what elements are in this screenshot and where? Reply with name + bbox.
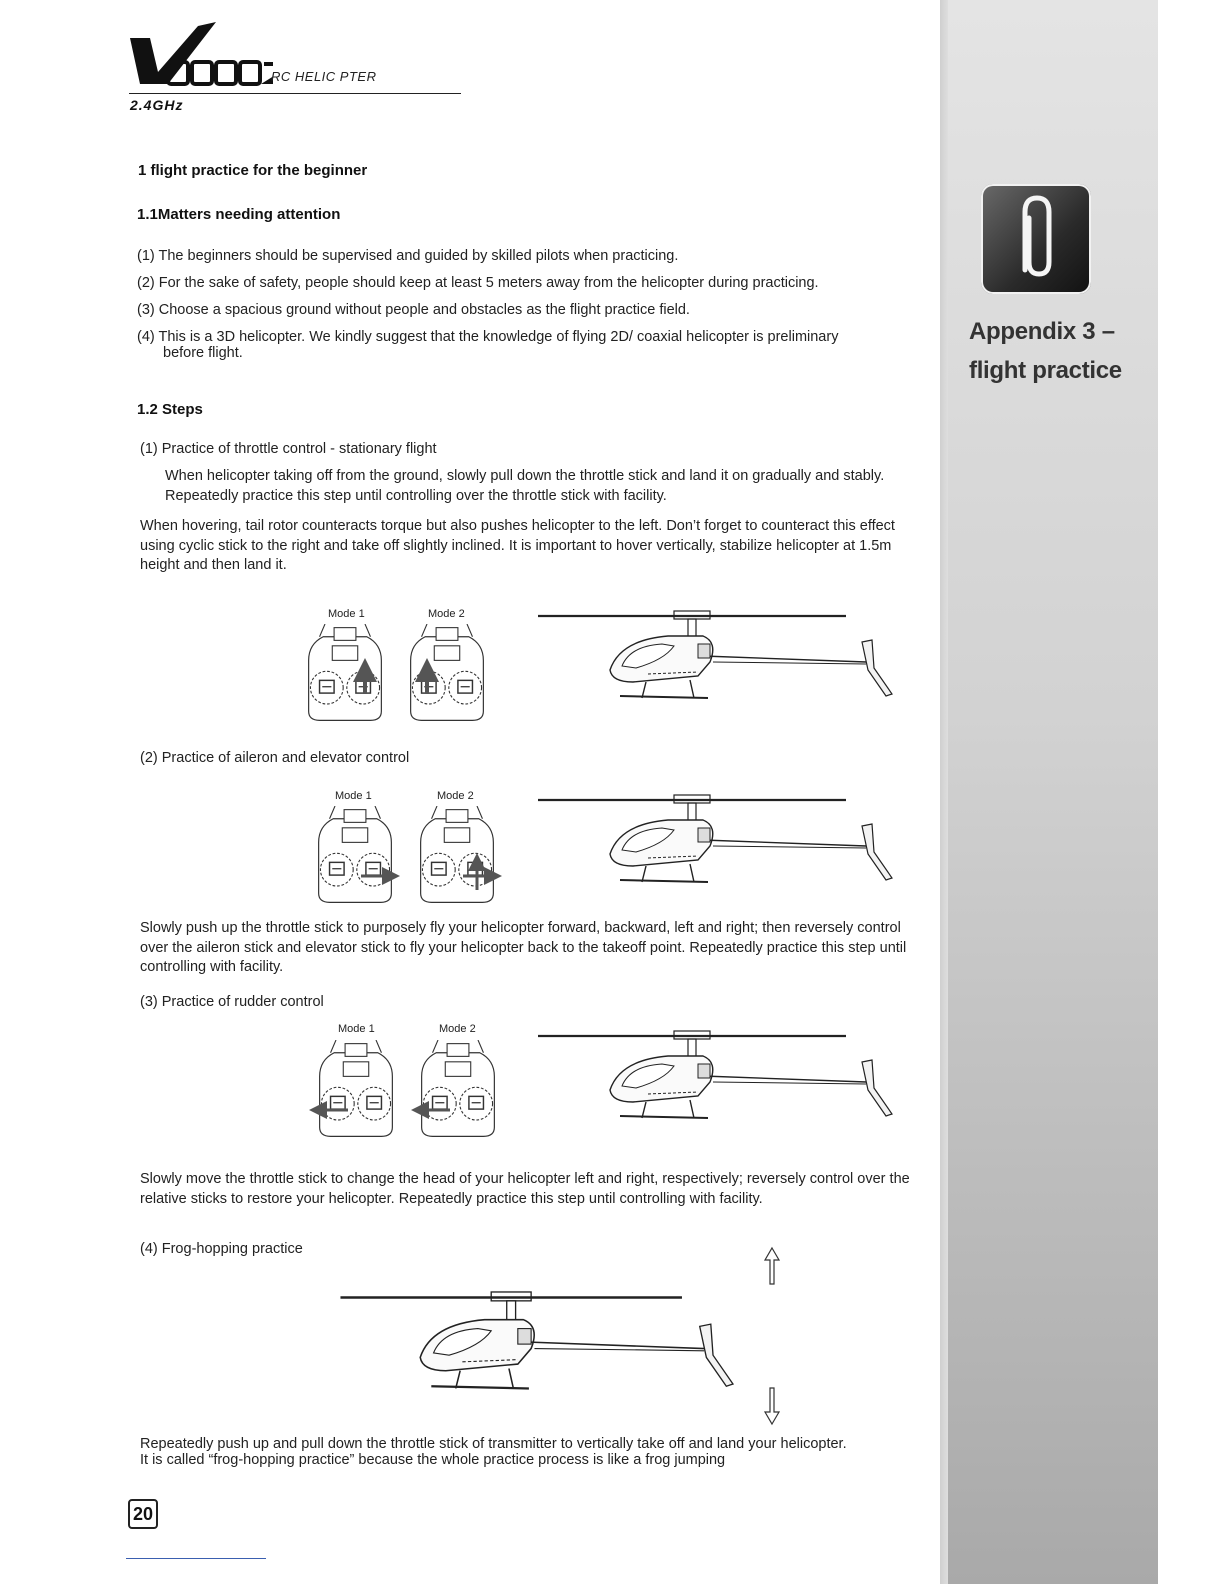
arrow-down-icon xyxy=(762,1386,782,1426)
attention-item: (1) The beginners should be supervised and guided by skilled pilots when practicing. xyxy=(137,248,679,264)
transmitter-mode2 xyxy=(410,1040,506,1140)
step1-title: (1) Practice of throttle control - stationary flight xyxy=(140,441,437,457)
helicopter-illustration xyxy=(538,1022,898,1132)
step4-text-line1: Repeatedly push up and pull down the throttle stick of transmitter to vertically take off and land your helicopter. xyxy=(140,1436,847,1452)
transmitter-mode1 xyxy=(308,1040,404,1140)
section11-title: 1.1Matters needing attention xyxy=(137,206,341,223)
brand-frequency: 2.4GHz xyxy=(130,97,184,113)
step1-text2: When hovering, tail rotor counteracts torque but also pushes helicopter to the left. Don’t forget to counteract this effect using cyclic stick to the right and take off slightly inclined. It is important to hover vertically, stabilize helicopter at 1.5m height and then land it. xyxy=(140,518,895,573)
step1-text: When helicopter taking off from the ground, slowly pull down the throttle stick and land it on gradually and stably. Repeatedly practice this step until controlling over the throttle stick with facility. xyxy=(165,468,885,504)
helicopter-illustration xyxy=(538,786,898,896)
step4-title: (4) Frog-hopping practice xyxy=(140,1241,303,1257)
mode1-label: Mode 1 xyxy=(338,1023,375,1035)
step3-text: Slowly move the throttle stick to change the head of your helicopter left and right, respectively; reversely control over the relative sticks to restore your helicopter. Repeatedly practice this step until controlling with facility. xyxy=(140,1171,910,1207)
step2-text: Slowly push up the throttle stick to purposely fly your helicopter forward, backward, left and right; then reversely control over the aileron stick and elevator stick to fly your helicopter back to the takeoff point. Repeatedly practice this step until controlling with facility. xyxy=(140,920,907,975)
step4-text-line2: It is called “frog-hopping practice” because the whole practice process is like a frog jumping xyxy=(140,1452,726,1468)
mode2-label: Mode 2 xyxy=(439,1023,476,1035)
mode2-label: Mode 2 xyxy=(428,608,465,620)
attention-item-cont: before flight. xyxy=(163,345,243,361)
section12-title: 1.2 Steps xyxy=(137,401,203,418)
step2-title: (2) Practice of aileron and elevator control xyxy=(140,750,410,766)
attention-item: (4) This is a 3D helicopter. We kindly suggest that the knowledge of flying 2D/ coaxial helicopter is preliminary xyxy=(137,329,839,345)
transmitter-mode2 xyxy=(409,806,505,906)
paperclip-icon xyxy=(981,184,1091,294)
logo-letter-o2 xyxy=(216,62,236,84)
attention-item: (2) For the sake of safety, people should keep at least 5 meters away from the helicopter during practicing. xyxy=(137,275,819,291)
appendix-title-line2: flight practice xyxy=(969,357,1122,384)
attention-item: (3) Choose a spacious ground without people and obstacles as the flight practice field. xyxy=(137,302,690,318)
appendix-title-line1: Appendix 3 – xyxy=(969,318,1115,345)
transmitter-mode2 xyxy=(399,624,495,724)
transmitter-mode1 xyxy=(297,624,393,724)
sidebar-edge xyxy=(940,0,948,1584)
brand-subtitle: RC HELIC PTER xyxy=(271,69,377,84)
helicopter-illustration xyxy=(340,1282,740,1404)
section1-title: 1 flight practice for the beginner xyxy=(138,162,368,179)
transmitter-mode1 xyxy=(307,806,403,906)
brand-logo xyxy=(128,20,273,97)
step3-title: (3) Practice of rudder control xyxy=(140,994,324,1010)
helicopter-illustration xyxy=(538,602,898,712)
mode2-label: Mode 2 xyxy=(437,790,474,802)
footer-rule xyxy=(126,1558,266,1559)
logo-letter-o3 xyxy=(240,62,260,84)
mode1-label: Mode 1 xyxy=(335,790,372,802)
step4-text xyxy=(140,1436,920,1468)
mode1-label: Mode 1 xyxy=(328,608,365,620)
header-rule xyxy=(129,93,461,94)
arrow-up-icon xyxy=(762,1246,782,1286)
page-number: 20 xyxy=(128,1499,158,1529)
appendix-title xyxy=(969,312,1149,390)
logo-letter-d xyxy=(192,62,212,84)
